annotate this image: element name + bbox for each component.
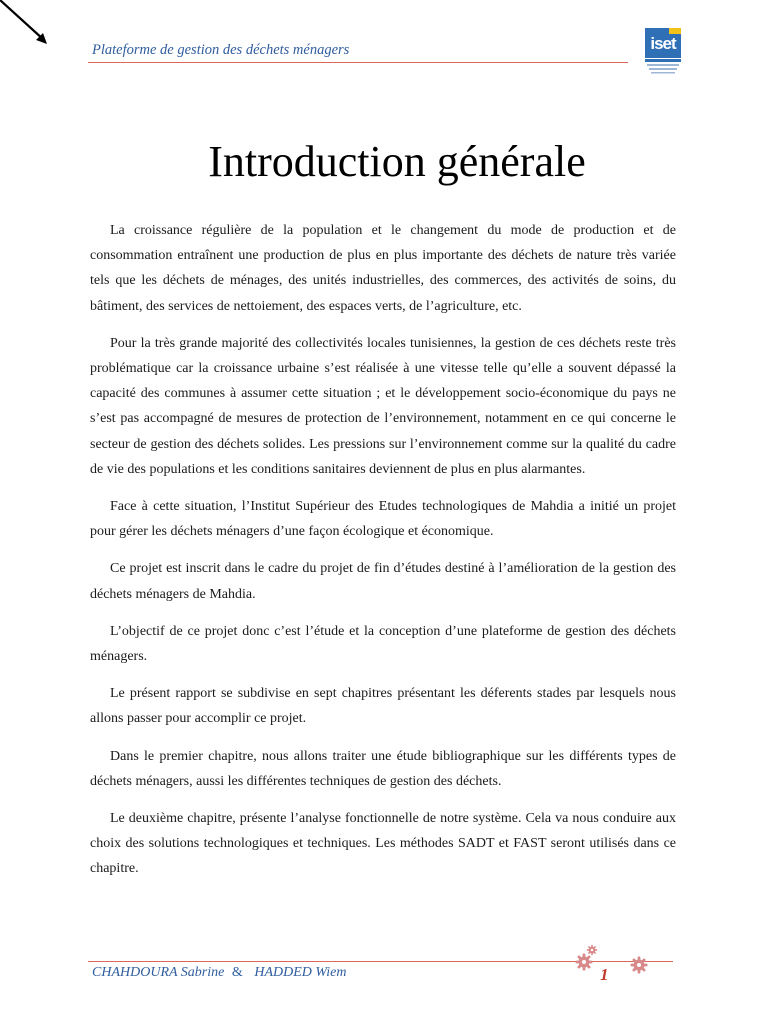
institution-logo: [645, 28, 681, 74]
paragraph: Dans le premier chapitre, nous allons traiter une étude bibliographique sur les différents types de déchets ménagers, aussi les différentes techniques de gestion des déchets.: [90, 748, 676, 789]
paragraph: Ce projet est inscrit dans le cadre du projet de fin d’études destiné à l’amélioration de la gestion des déchets ménagers de Mahdia.: [90, 561, 676, 602]
footer-authors: [92, 965, 347, 981]
gear-icon: [586, 944, 598, 956]
footer-separator: &: [231, 965, 243, 980]
page-title: Introduction générale: [208, 137, 586, 186]
footer-author-2: HADDED Wiem: [254, 965, 347, 980]
logo-text: iset: [650, 34, 676, 53]
paragraph: Le présent rapport se subdivise en sept chapitres présentant les déferents stades par lesquels nous allons passer pour accomplir ce projet.: [90, 686, 676, 727]
page-number: 1: [600, 965, 609, 984]
header-divider: [88, 62, 628, 63]
body-text: [90, 218, 676, 894]
paragraph: L’objectif de ce projet donc c’est l’étude et la conception d’une plateforme de gestion des déchets ménagers.: [90, 623, 676, 665]
footer-author-1: CHAHDOURA Sabrine: [92, 965, 225, 980]
paragraph: La croissance régulière de la population et le changement du mode de production et de consommation entraînent une production de plus en plus importante des déchets de nature très variée tels que les déchets de ménages, des unités industrielles, des commerces, des activités de soins, du bâtiment, des services de nettoiement, des espaces verts, de l’agriculture, etc.: [90, 223, 676, 314]
corner-arrow-icon: [0, 0, 52, 48]
paragraph: Le deuxième chapitre, présente l’analyse fonctionnelle de notre système. Cela va nous conduire aux choix des solutions technologiques et techniques. Les méthodes SADT et FAST seront utilisés dans ce chapitre.: [90, 811, 676, 877]
gear-icon: [629, 955, 649, 975]
header-title: Plateforme de gestion des déchets ménagers: [92, 42, 350, 58]
paragraph: Face à cette situation, l’Institut Supérieur des Etudes technologiques de Mahdia a initié un projet pour gérer les déchets ménagers d’une façon écologique et économique.: [90, 499, 676, 540]
paragraph: Pour la très grande majorité des collectivités locales tunisiennes, la gestion de ces déchets reste très problématique car la croissance urbaine s’est réalisée à une vitesse telle qu’elle a souvent dépassé la capacité des communes à assumer cette situation ; et le développement socio-économique du pays ne s’est pas accompagné de mesures de protection de l’environnement, notamment en ce qui concerne le secteur de gestion des déchets solides. Les pressions sur l’environnement comme sur la qualité du cadre de vie des populations et les conditions sanitaires deviennent de plus en plus alarmantes.: [90, 335, 676, 477]
